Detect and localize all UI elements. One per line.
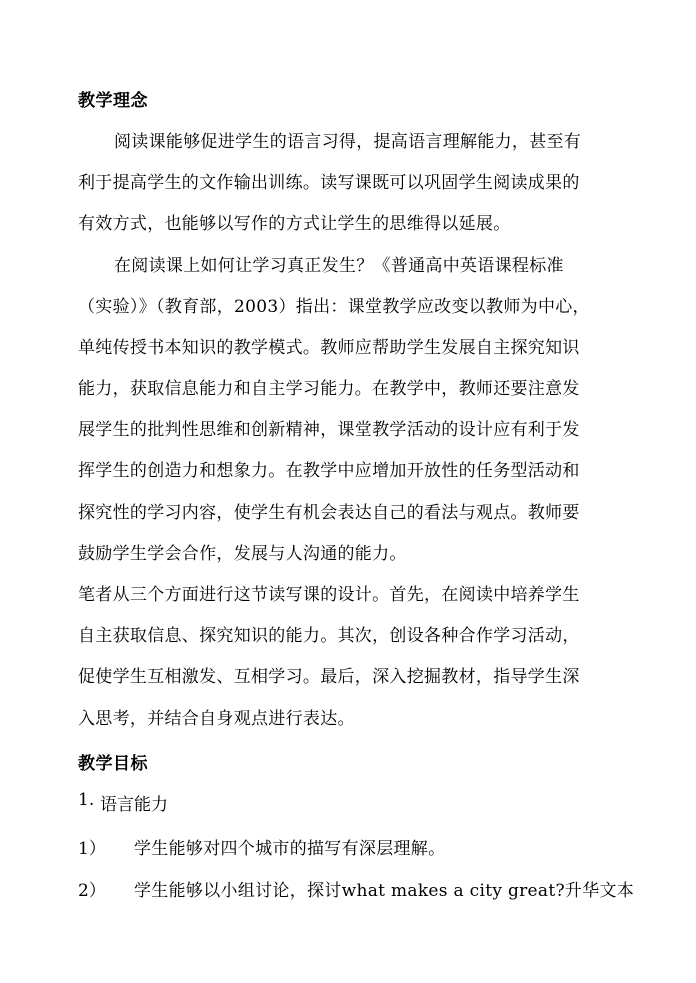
- list-item-text: 学生能够对四个城市的描写有深层理解。: [134, 839, 446, 859]
- paragraph-line: 有效方式，也能够以写作的方式让学生的思维得以延展。: [78, 214, 511, 234]
- list-item-number: 2）: [78, 881, 106, 901]
- paragraph-line: 单纯传授书本知识的教学模式。教师应帮助学生发展自主探究知识: [78, 338, 580, 358]
- paragraph-line: 在阅读课上如何让学习真正发生？《普通高中英语课程标准: [114, 256, 564, 276]
- subsection-label: 语言能力: [100, 795, 168, 815]
- paragraph-line: 挥学生的创造力和想象力。在教学中应增加开放性的任务型活动和: [78, 461, 580, 481]
- paragraph-line: 入思考，并结合自身观点进行表达。: [78, 709, 355, 729]
- paragraph-line: 探究性的学习内容，使学生有机会表达自己的看法与观点。教师要: [78, 503, 580, 523]
- paragraph-line: 自主获取信息、探究知识的能力。其次，创设各种合作学习活动，: [78, 626, 580, 646]
- paragraph-line: 阅读课能够促进学生的语言习得，提高语言理解能力，甚至有: [114, 132, 582, 152]
- paragraph-line: 促使学生互相激发、互相学习。最后，深入挖掘教材，指导学生深: [78, 667, 580, 687]
- section-title-teaching-philosophy: 教学理念: [78, 91, 148, 111]
- paragraph-line: 利于提高学生的文作输出训练。读写课既可以巩固学生阅读成果的: [78, 173, 580, 193]
- list-item-text: 学生能够以小组讨论，探讨what makes a city great?升华文本: [134, 881, 635, 901]
- subsection-number: 1.: [78, 790, 95, 810]
- list-item-number: 1）: [78, 839, 106, 859]
- paragraph-line: 鼓励学生学会合作，发展与人沟通的能力。: [78, 544, 407, 564]
- paragraph-line: 展学生的批判性思维和创新精神，课堂教学活动的设计应有利于发: [78, 420, 580, 440]
- paragraph-line: 笔者从三个方面进行这节读写课的设计。首先，在阅读中培养学生: [78, 585, 580, 605]
- section-title-teaching-objectives: 教学目标: [78, 754, 148, 774]
- paragraph-line: 能力，获取信息能力和自主学习能力。在教学中，教师还要注意发: [78, 379, 580, 399]
- paragraph-line: （实验）》（教育部，2003）指出：课堂教学应改变以教师为中心，: [78, 297, 590, 317]
